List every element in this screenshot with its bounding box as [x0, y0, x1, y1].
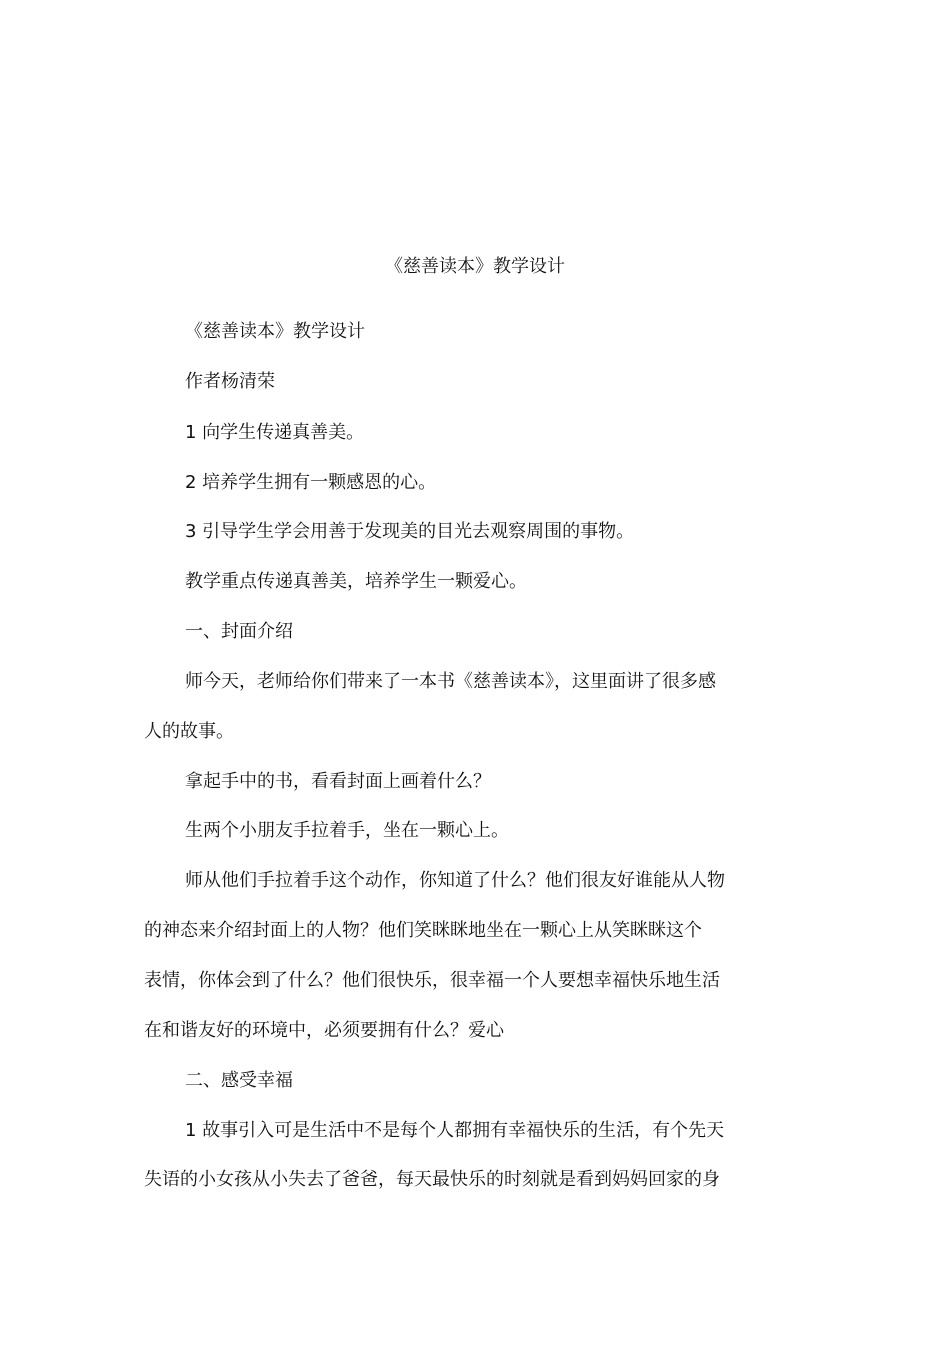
subtitle-line: 《慈善读本》教学设计 [185, 321, 365, 342]
paragraph-line: 师从他们手拉着手这个动作，你知道了什么？他们很友好谁能从人物 [185, 870, 725, 891]
paragraph-line: 拿起手中的书，看看封面上画着什么？ [185, 771, 491, 792]
document-title: 《慈善读本》教学设计 [385, 256, 565, 277]
paragraph-line: 的神态来介绍封面上的人物？他们笑眯眯地坐在一颗心上从笑眯眯这个 [144, 920, 702, 941]
author-line: 作者杨清荣 [185, 371, 275, 392]
section-heading-2: 二、感受幸福 [185, 1070, 293, 1091]
paragraph-line: 人的故事。 [144, 721, 234, 742]
objective-2: 2 培养学生拥有一颗感恩的心。 [185, 472, 437, 493]
paragraph-line: 在和谐友好的环境中，必须要拥有什么？爱心 [144, 1020, 504, 1041]
teaching-focus: 教学重点传递真善美，培养学生一颗爱心。 [185, 571, 527, 592]
paragraph-line: 表情，你体会到了什么？他们很快乐，很幸福一个人要想幸福快乐地生活 [144, 970, 720, 991]
paragraph-line: 师今天，老师给你们带来了一本书《慈善读本》，这里面讲了很多感 [185, 671, 716, 692]
objective-3: 3 引导学生学会用善于发现美的目光去观察周围的事物。 [185, 521, 635, 542]
paragraph-line: 失语的小女孩从小失去了爸爸，每天最快乐的时刻就是看到妈妈回家的身 [144, 1169, 720, 1190]
paragraph-line: 1 故事引入可是生活中不是每个人都拥有幸福快乐的生活，有个先天 [185, 1120, 725, 1141]
objective-1: 1 向学生传递真善美。 [185, 422, 365, 443]
section-heading-1: 一、封面介绍 [185, 621, 293, 642]
paragraph-line: 生两个小朋友手拉着手，坐在一颗心上。 [185, 820, 509, 841]
